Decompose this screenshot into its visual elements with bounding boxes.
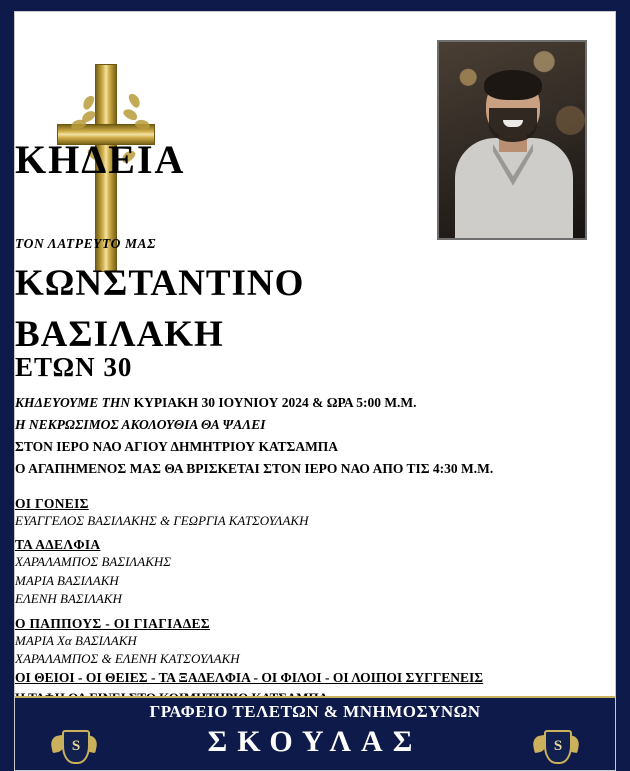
grandparent-name: ΧΑΡΑΛΑΜΠΟΣ & ΕΛΕΝΗ ΚΑΤΣΟΥΛΑΚΗ (15, 651, 240, 667)
emblem-letter: S (544, 730, 572, 764)
cross-leaf-ornament (127, 92, 142, 109)
service-church-row: ΣΤΟΝ ΙΕΡΟ ΝΑΟ ΑΓΙΟΥ ΔΗΜΗΤΡΙΟΥ ΚΑΤΣΑΜΠΑ (15, 438, 339, 454)
deceased-last-name: ΒΑΣΙΛΑΚΗ (15, 314, 224, 356)
deceased-name (15, 258, 615, 360)
service-rite-row: Η ΝΕΚΡΩΣΙΜΟΣ ΑΚΟΛΟΥΘΙΑ ΘΑ ΨΑΛΕΙ (15, 416, 266, 432)
parents-names: ΕΥΑΓΓΕΛΟΣ ΒΑΣΙΛΑΚΗΣ & ΓΕΩΡΓΙΑ ΚΑΤΣΟΥΛΑΚΗ (15, 513, 309, 528)
family-list (15, 496, 615, 669)
service-viewing-row: Ο ΑΓΑΠΗΜΕΝΟΣ ΜΑΣ ΘΑ ΒΡΙΣΚΕΤΑΙ ΣΤΟΝ ΙΕΡΟ ΝΑΟ ΑΠΟ ΤΙΣ 4:30 Μ.Μ. (15, 460, 494, 476)
relatives-line: ΟΙ ΘΕΙΟΙ - ΟΙ ΘΕΙΕΣ - ΤΑ ΞΑΔΕΛΦΙΑ - ΟΙ ΦΙΛΟΙ - ΟΙ ΛΟΙΠΟΙ ΣΥΓΓΕΝΕΙΣ (15, 670, 484, 685)
sibling-name: ΧΑΡΑΛΑΜΠΟΣ ΒΑΣΙΛΑΚΗΣ (15, 554, 171, 570)
parents-heading: ΟΙ ΓΟΝΕΙΣ (15, 496, 89, 511)
photo-hair (484, 70, 542, 100)
page-title: ΚΗΔΕΙΑ (15, 137, 186, 182)
sibling-name: ΜΑΡΙΑ ΒΑΣΙΛΑΚΗ (15, 572, 119, 588)
service-details (15, 392, 615, 479)
funeral-office-label: ΓΡΑΦΕΙΟ ΤΕΛΕΤΩΝ & ΜΝΗΜΟΣΥΝΩΝ (149, 702, 481, 721)
age-line: ΕΤΩΝ 30 (15, 352, 133, 382)
service-datetime-row (15, 392, 615, 414)
sibling-name: ΕΛΕΝΗ ΒΑΣΙΛΑΚΗ (15, 591, 122, 607)
grandparent-name: ΜΑΡΙΑ Χα ΒΑΣΙΛΑΚΗ (15, 632, 137, 648)
lead-text: ΤΟΝ ΛΑΤΡΕΥΤΟ ΜΑΣ (15, 236, 157, 251)
service-datetime-value: ΚΥΡΙΑΚΗ 30 ΙΟΥΝΙΟΥ 2024 & ΩΡΑ 5:00 Μ.Μ. (133, 395, 417, 410)
emblem-letter: S (62, 730, 90, 764)
siblings-heading: ΤΑ ΑΔΕΛΦΙΑ (15, 537, 101, 553)
cross-leaf-ornament (81, 94, 96, 111)
funeral-office-name: ΣΚΟΥΛΑΣ (207, 725, 423, 758)
grandparents-heading: Ο ΠΑΠΠΟΥΣ - ΟΙ ΓΙΑΓΙΑΔΕΣ (15, 615, 210, 631)
service-datetime-prefix: ΚΗΔΕΥΟΥΜΕ ΤΗΝ (15, 395, 134, 410)
funeral-home-footer (15, 696, 615, 770)
deceased-first-name: ΚΩΝΣΤΑΝΤΙΝΟ (15, 263, 305, 304)
notice-card (14, 11, 616, 771)
